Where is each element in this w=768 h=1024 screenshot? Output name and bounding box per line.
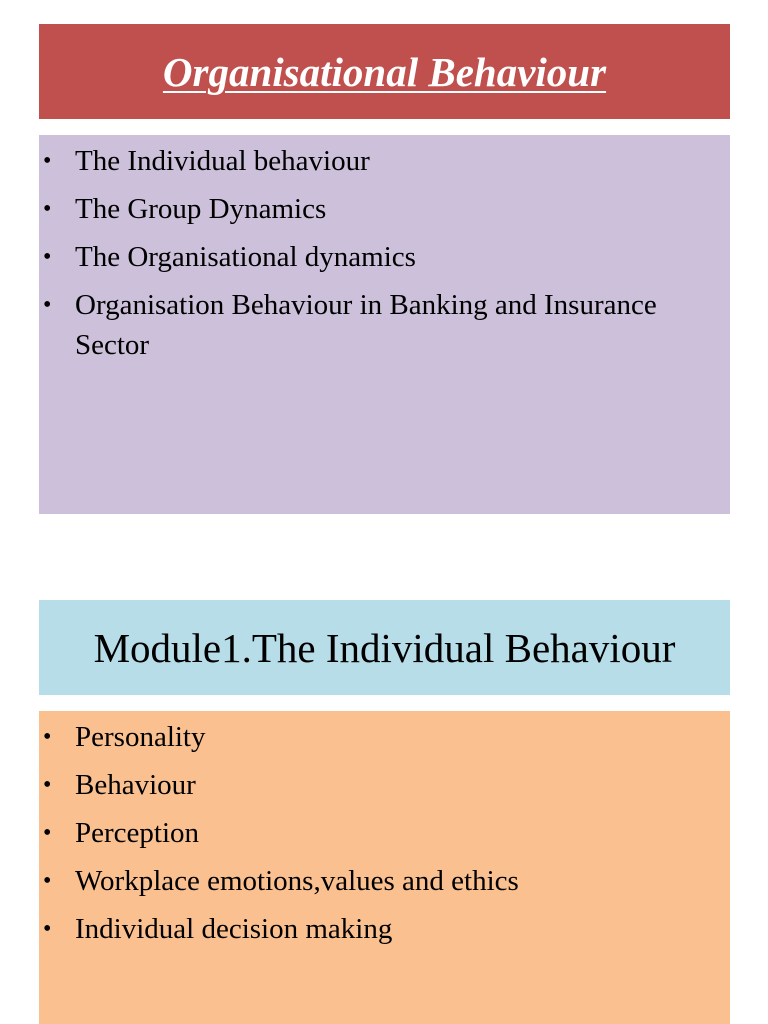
slide2-bullet-list	[39, 717, 679, 957]
list-item-text: The Organisational dynamics	[75, 241, 416, 273]
list-item	[39, 717, 679, 757]
bullet-icon: •	[43, 724, 52, 750]
bullet-icon: •	[43, 820, 52, 846]
list-item-text: Organisation Behaviour in Banking and Insurance Sector	[75, 289, 657, 361]
slide1-title: Organisational Behaviour	[162, 48, 607, 95]
slide1-content-box	[39, 135, 730, 514]
slide2-content-box	[39, 711, 730, 1024]
slide2-title: Module1.The Individual Behaviour	[93, 624, 676, 671]
bullet-icon: •	[43, 916, 52, 942]
list-item	[39, 237, 679, 277]
list-item-text: The Group Dynamics	[75, 193, 327, 225]
bullet-icon: •	[43, 292, 52, 318]
bullet-icon: •	[43, 148, 52, 174]
slide1-title-bar	[39, 24, 730, 119]
list-item-text: Personality	[75, 721, 206, 753]
bullet-icon: •	[43, 244, 52, 270]
list-item	[39, 909, 679, 949]
slide1-bullet-list	[39, 141, 679, 373]
list-item	[39, 861, 679, 901]
list-item	[39, 141, 679, 181]
list-item-text: Workplace emotions,values and ethics	[75, 865, 519, 897]
bullet-icon: •	[43, 868, 52, 894]
list-item-text: The Individual behaviour	[75, 145, 370, 177]
list-item	[39, 189, 679, 229]
list-item-text: Perception	[75, 817, 200, 849]
list-item-text: Behaviour	[75, 769, 196, 801]
list-item	[39, 285, 679, 365]
bullet-icon: •	[43, 196, 52, 222]
list-item-text: Individual decision making	[75, 913, 393, 945]
list-item	[39, 765, 679, 805]
list-item	[39, 813, 679, 853]
bullet-icon: •	[43, 772, 52, 798]
slide2-title-bar	[39, 600, 730, 695]
